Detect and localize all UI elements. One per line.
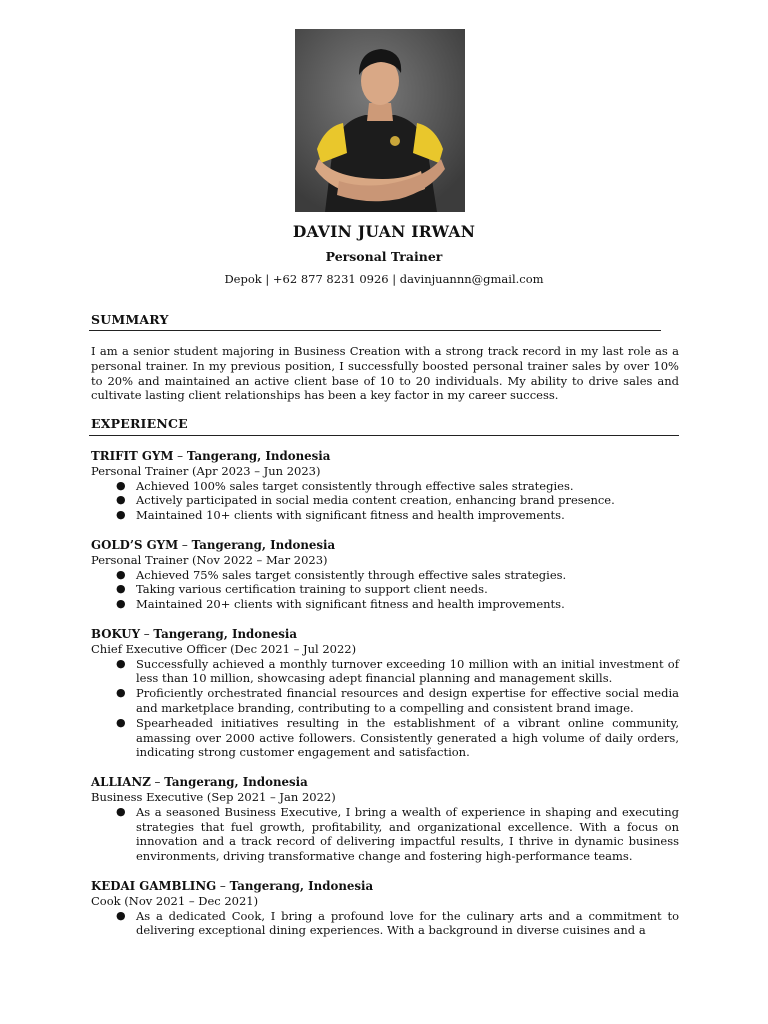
bullet-icon: ● [116, 567, 126, 581]
candidate-role: Personal Trainer [325, 249, 443, 264]
job-entry [91, 538, 679, 612]
job-heading [91, 627, 679, 642]
job-bullets [91, 805, 679, 864]
bullet-icon: ● [116, 686, 126, 700]
profile-photo [295, 29, 465, 212]
bullet-icon: ● [116, 597, 126, 611]
bullet-icon: ● [116, 582, 126, 596]
job-bullets [91, 568, 679, 612]
job-location: Tangerang, Indonesia [229, 878, 374, 893]
job-separator: – [216, 878, 230, 893]
list-item: ● As a seasoned Business Executive, I bring a wealth of experience in shaping and executing strategies that fuel growth, profitability, and organizational excellence. With a focus on innovation and a track record of delivering impactful results, I thrive in dynamic business environments, driving transformative change and fostering high-performance teams. [116, 804, 679, 864]
job-bullets [91, 909, 679, 939]
job-separator: – [150, 775, 165, 790]
job-position: Personal Trainer (Apr 2023 – Jun 2023) [91, 463, 321, 478]
contact-line: Depok | +62 877 8231 0926 | davinjuannn@gmail.com [224, 272, 544, 286]
job-bullets [91, 657, 679, 761]
list-item: ● Proficiently orchestrated financial resources and design expertise for effective social media and marketplace branding, contributing to a compelling and consistent brand image. [116, 686, 679, 715]
list-item: ● Actively participated in social media content creation, enhancing brand presence. [116, 493, 615, 508]
experience-divider [89, 435, 679, 436]
list-item: ● Maintained 10+ clients with significant fitness and health improvements. [116, 508, 565, 523]
job-position: Personal Trainer (Nov 2022 – Mar 2023) [91, 552, 328, 567]
list-item: ● Achieved 75% sales target consistently through effective sales strategies. [116, 567, 567, 582]
job-entry [91, 879, 679, 938]
job-location: Tangerang, Indonesia [164, 775, 308, 790]
job-location: Tangerang, Indonesia [153, 626, 298, 641]
list-item: ● Successfully achieved a monthly turnover exceeding 10 million with an initial investment of less than 10 million, showcasing adept financial planning and management skills. [116, 656, 679, 686]
list-item: ● Achieved 100% sales target consistently through effective sales strategies. [116, 478, 574, 493]
job-position: Cook (Nov 2021 – Dec 2021) [91, 893, 259, 908]
job-company: BOKUY [91, 626, 141, 641]
job-company: ALLIANZ [91, 775, 151, 790]
job-company: KEDAI GAMBLING [91, 878, 217, 893]
bullet-icon: ● [116, 508, 126, 522]
bullet-icon: ● [116, 493, 126, 507]
job-separator: – [173, 449, 187, 463]
candidate-name: DAVIN JUAN IRWAN [292, 222, 476, 241]
job-location: Tangerang, Indonesia [191, 537, 336, 552]
list-item: ● Spearheaded initiatives resulting in the establishment of a vibrant online community, amassing over 2000 active followers. Consistently generated a high volume of daily orders, indicating strong customer engagement and satisfaction. [116, 715, 679, 760]
list-item: ● Taking various certification training to support client needs. [116, 582, 488, 597]
job-separator: – [178, 537, 192, 552]
job-company: TRIFIT GYM [91, 449, 174, 463]
job-separator: – [140, 626, 154, 641]
summary-heading: SUMMARY [91, 312, 169, 327]
bullet-icon: ● [116, 715, 126, 729]
experience-heading: EXPERIENCE [91, 416, 188, 431]
job-position: Chief Executive Officer (Dec 2021 – Jul 2022) [91, 641, 357, 656]
bullet-icon: ● [116, 804, 126, 818]
summary-text: I am a senior student majoring in Business Creation with a strong track record in my last role as a personal trainer. In my previous position, I successfully boosted personal trainer sales by over 10% to 20% and maintained an active client base of 10 to 20 individuals. My ability to drive sales and cultivate lasting client relationships has been a key factor in my career success. [91, 344, 679, 403]
list-item: ● As a dedicated Cook, I bring a profound love for the culinary arts and a commitment to delivering exceptional dining experiences. With a background in diverse cuisines and a [116, 908, 679, 938]
job-heading [91, 538, 679, 553]
job-heading [91, 775, 679, 790]
job-heading [91, 449, 679, 464]
job-company: GOLD’S GYM [91, 537, 179, 552]
job-entry [91, 449, 679, 523]
person-photo-illustration [295, 29, 465, 212]
experience-list [91, 449, 679, 953]
list-item: ● Maintained 20+ clients with significant fitness and health improvements. [116, 597, 565, 612]
job-entry [91, 627, 679, 760]
bullet-icon: ● [116, 656, 126, 670]
job-position: Business Executive (Sep 2021 – Jan 2022) [91, 789, 336, 804]
job-entry [91, 775, 679, 864]
bullet-icon: ● [116, 908, 126, 922]
bullet-icon: ● [116, 478, 126, 492]
job-heading [91, 879, 679, 894]
job-bullets [91, 479, 679, 523]
summary-divider [89, 330, 661, 331]
job-location: Tangerang, Indonesia [186, 449, 331, 463]
